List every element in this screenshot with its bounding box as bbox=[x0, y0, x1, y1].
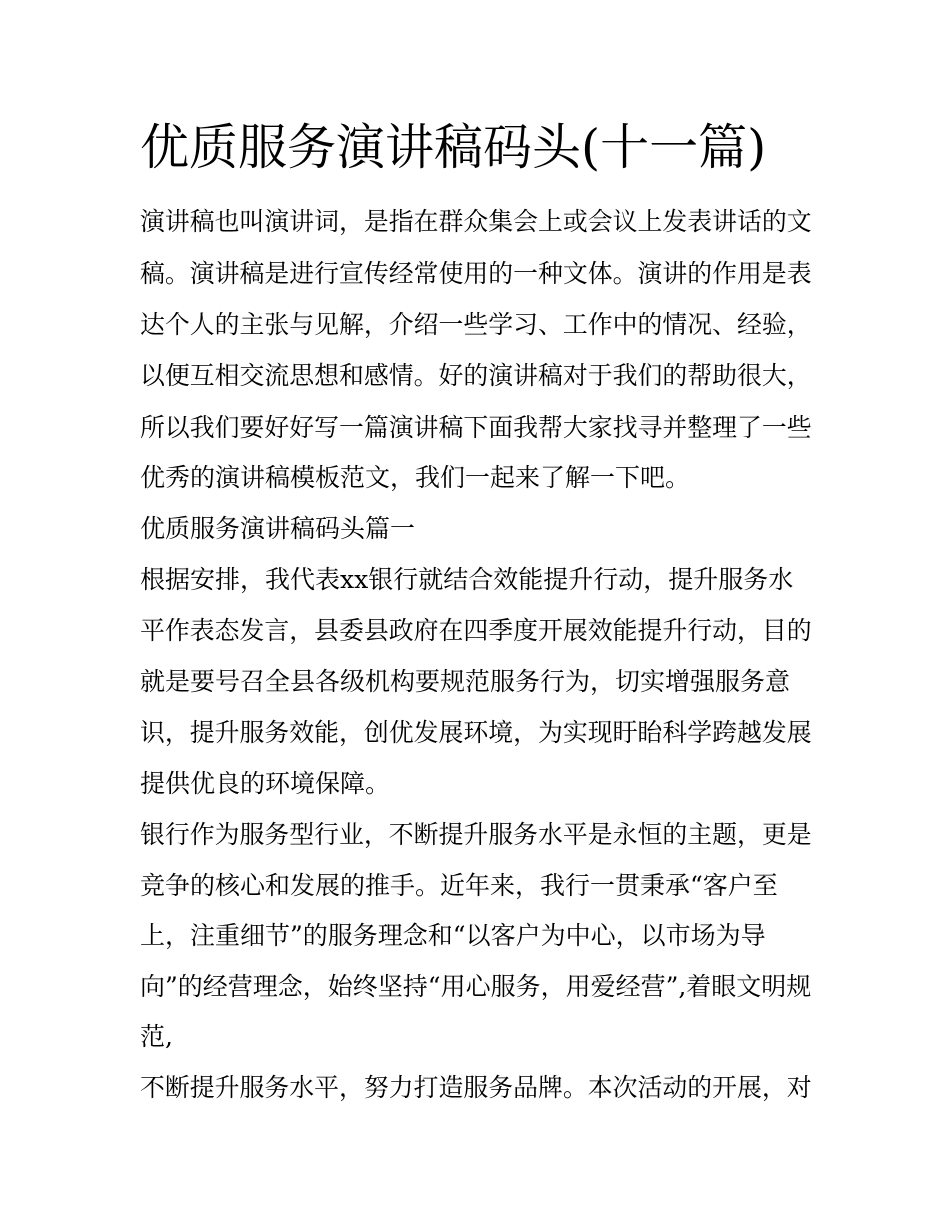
body-line: 范, bbox=[140, 1022, 173, 1051]
body-line: 识，提升服务效能，创优发展环境，为实现盱眙科学跨越发展 bbox=[140, 718, 812, 747]
body-line: 演讲稿也叫演讲词，是指在群众集会上或会议上发表讲话的文 bbox=[140, 207, 812, 236]
body-line: 不断提升服务水平，努力打造服务品牌。本次活动的开展，对 bbox=[140, 1073, 812, 1102]
section-heading: 优质服务演讲稿码头篇一 bbox=[140, 514, 416, 543]
body-line: 银行作为服务型行业，不断提升服务水平是永恒的主题，更是 bbox=[140, 820, 812, 849]
body-line: 所以我们要好好写一篇演讲稿下面我帮大家找寻并整理了一些 bbox=[140, 413, 812, 442]
body-line: 以便互相交流思想和感情。好的演讲稿对于我们的帮助很大， bbox=[140, 361, 812, 390]
body-line: 根据安排，我代表xx银行就结合效能提升行动，提升服务水 bbox=[140, 565, 794, 594]
document-title: 优质服务演讲稿码头(十一篇) bbox=[140, 119, 767, 176]
body-line: 优秀的演讲稿模板范文，我们一起来了解一下吧。 bbox=[140, 463, 691, 492]
body-line: 上，注重细节”的服务理念和“以客户为中心，以市场为导 bbox=[140, 921, 766, 950]
body-line: 稿。演讲稿是进行宣传经常使用的一种文体。演讲的作用是表 bbox=[140, 259, 812, 288]
body-line: 平作表态发言，县委县政府在四季度开展效能提升行动，目的 bbox=[140, 616, 812, 645]
body-line: 提供优良的环境保障。 bbox=[140, 769, 391, 798]
body-line: 竞争的核心和发展的推手。近年来，我行一贯秉承“客户至 bbox=[140, 871, 778, 900]
body-line: 向”的经营理念，始终坚持“用心服务，用爱经营”,着眼文明规 bbox=[140, 972, 812, 1001]
body-line: 就是要号召全县各级机构要规范服务行为，切实增强服务意 bbox=[140, 667, 791, 696]
body-line: 达个人的主张与见解，介绍一些学习、工作中的情况、经验， bbox=[140, 310, 812, 339]
